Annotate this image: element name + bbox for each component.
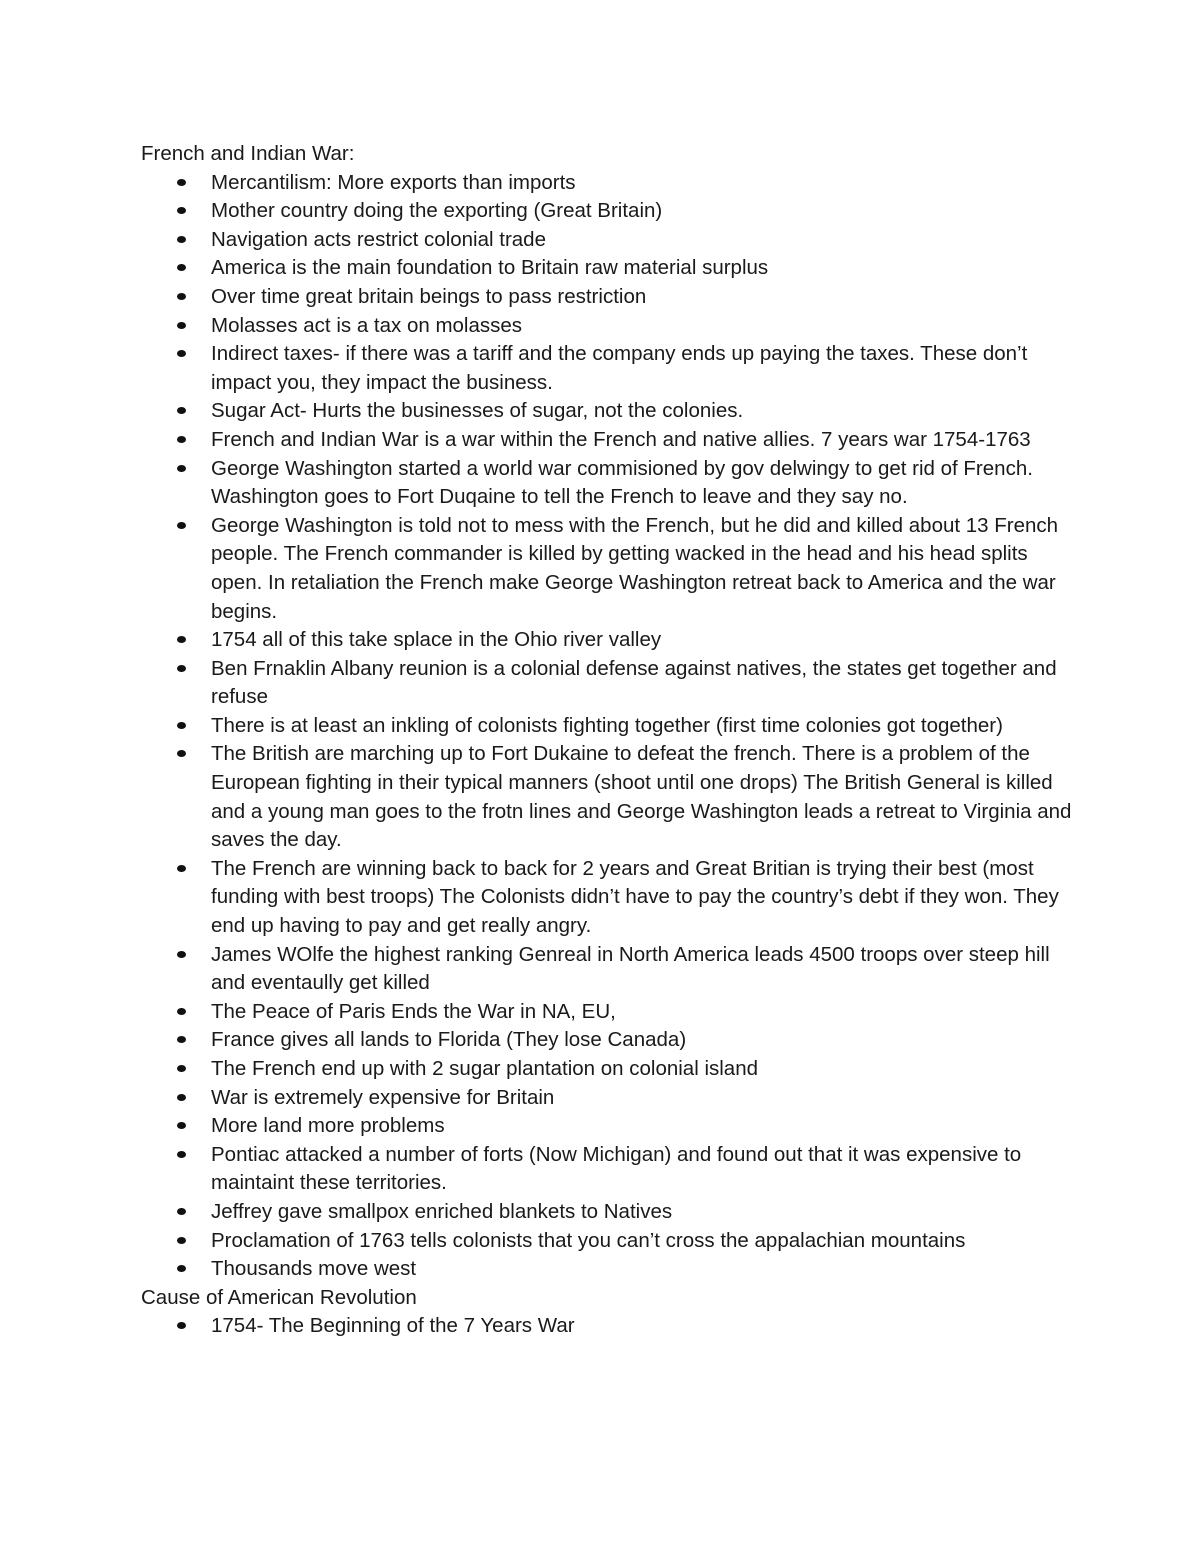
bullet-icon (177, 722, 186, 729)
bullet-icon (177, 407, 186, 414)
list-item (211, 254, 1081, 283)
list-item-text: George Washington started a world war commisioned by gov delwingy to get rid of French. Washington goes to Fort Duqaine to tell the French to leave and they say no. (211, 456, 1033, 509)
list-item (211, 226, 1081, 255)
list-item-text: George Washington is told not to mess with the French, but he did and killed about 13 French people. The French commander is killed by getting wacked in the head and his head splits open. In retaliation the French make George Washington retreat back to America and the war begins. (211, 513, 1059, 623)
list-item-text: James WOlfe the highest ranking Genreal in North America leads 4500 troops over steep hill and eventaully get killed (211, 942, 1050, 995)
list-item (211, 1227, 1081, 1256)
list-item (211, 512, 1081, 626)
bullet-icon (177, 1008, 186, 1015)
list-item (211, 1141, 1081, 1198)
bullet-icon (177, 436, 186, 443)
list-item-text: French and Indian War is a war within the French and native allies. 7 years war 1754-1763 (211, 427, 1031, 451)
list-item (211, 998, 1081, 1027)
bullet-icon (177, 1122, 186, 1129)
list-item-text: Mercantilism: More exports than imports (211, 170, 576, 194)
list-item-text: The French end up with 2 sugar plantation on colonial island (211, 1057, 759, 1080)
list-item-text: Thousands move west (211, 1257, 417, 1281)
bullet-icon (177, 951, 186, 958)
document-page (141, 140, 1081, 1341)
list-item (211, 426, 1081, 455)
list-item-text: The British are marching up to Fort Dukaine to defeat the french. There is a problem of the European fighting in their typical manners (shoot until one drops) The British General is killed and a young man goes to the frotn lines and George Washington leads a retreat to Virginia and saves the day. (211, 742, 1072, 852)
section-heading-cause-of-revolution: Cause of American Revolution (141, 1285, 417, 1309)
list-item-text: Mother country doing the exporting (Great Britain) (211, 199, 663, 223)
list-item (211, 1084, 1081, 1113)
bullet-icon (177, 264, 186, 271)
bullet-icon (177, 1237, 186, 1244)
list-item-text: France gives all lands to Florida (They lose Canada) (211, 1028, 687, 1052)
bullet-icon (177, 1065, 186, 1072)
list-item (211, 941, 1081, 998)
bullet-icon (177, 1265, 186, 1272)
list-item (211, 626, 1081, 655)
list-item-text: The Peace of Paris Ends the War in NA, EU, (211, 999, 616, 1023)
list-item (211, 740, 1081, 854)
list-item (211, 312, 1081, 341)
bullet-icon (177, 293, 186, 300)
list-item-text: Sugar Act- Hurts the businesses of sugar, not the colonies. (211, 399, 744, 423)
list-item-text: Ben Frnaklin Albany reunion is a colonial defense against natives, the states get together and refuse (211, 656, 1057, 709)
list-item (211, 855, 1081, 941)
list-item (211, 169, 1081, 198)
list-item (211, 1055, 1081, 1084)
list-item-text: The French are winning back to back for 2 years and Great Britian is trying their best (most funding with best troops) The Colonists didn’t have to pay the country’s debt if they won. They end up having to pay and get really angry. (211, 856, 1059, 938)
list-item (211, 655, 1081, 712)
bullet-icon (177, 465, 186, 472)
list-item-text: 1754- The Beginning of the 7 Years War (211, 1314, 575, 1338)
list-item (211, 397, 1081, 426)
list-item-text: Molasses act is a tax on molasses (211, 313, 523, 337)
bullet-list-cause-of-revolution (141, 1312, 1081, 1341)
list-item-text: 1754 all of this take splace in the Ohio river valley (211, 628, 662, 652)
list-item-text: Proclamation of 1763 tells colonists that you can’t cross the appalachian mountains (211, 1228, 966, 1252)
section-heading-french-indian-war: French and Indian War: (141, 142, 355, 165)
list-item-text: More land more problems (211, 1114, 445, 1138)
bullet-icon (177, 1208, 186, 1215)
list-item (211, 283, 1081, 312)
list-item (211, 712, 1081, 741)
list-item-text: There is at least an inkling of colonists fighting together (first time colonies got together) (211, 713, 1003, 737)
bullet-icon (177, 1094, 186, 1101)
list-item (211, 1026, 1081, 1055)
list-item-text: War is extremely expensive for Britain (211, 1085, 555, 1109)
list-item (211, 455, 1081, 512)
list-item (211, 1198, 1081, 1227)
list-item (211, 1112, 1081, 1141)
bullet-icon (177, 865, 186, 872)
bullet-list-french-indian-war (141, 169, 1081, 1284)
bullet-icon (177, 1151, 186, 1158)
list-item-text: Indirect taxes- if there was a tariff and the company ends up paying the taxes. These don’t impact you, they impact the business. (211, 342, 1028, 394)
bullet-icon (177, 207, 186, 214)
list-item-text: America is the main foundation to Britain raw material surplus (211, 256, 769, 280)
bullet-icon (177, 522, 186, 529)
list-item (211, 1255, 1081, 1284)
bullet-icon (177, 1322, 186, 1329)
list-item-text: Navigation acts restrict colonial trade (211, 227, 546, 251)
list-item-text: Jeffrey gave smallpox enriched blankets to Natives (211, 1199, 673, 1223)
list-item-text: Over time great britain beings to pass restriction (211, 284, 647, 308)
bullet-icon (177, 179, 186, 186)
bullet-icon (177, 636, 186, 643)
bullet-icon (177, 1036, 186, 1043)
list-item (211, 340, 1081, 397)
list-item (211, 197, 1081, 226)
bullet-icon (177, 665, 186, 672)
list-item-text: Pontiac attacked a number of forts (Now Michigan) and found out that it was expensive to maintaint these territories. (211, 1142, 1022, 1195)
bullet-icon (177, 236, 186, 243)
bullet-icon (177, 350, 186, 357)
bullet-icon (177, 322, 186, 329)
list-item (211, 1312, 1081, 1341)
bullet-icon (177, 750, 186, 757)
